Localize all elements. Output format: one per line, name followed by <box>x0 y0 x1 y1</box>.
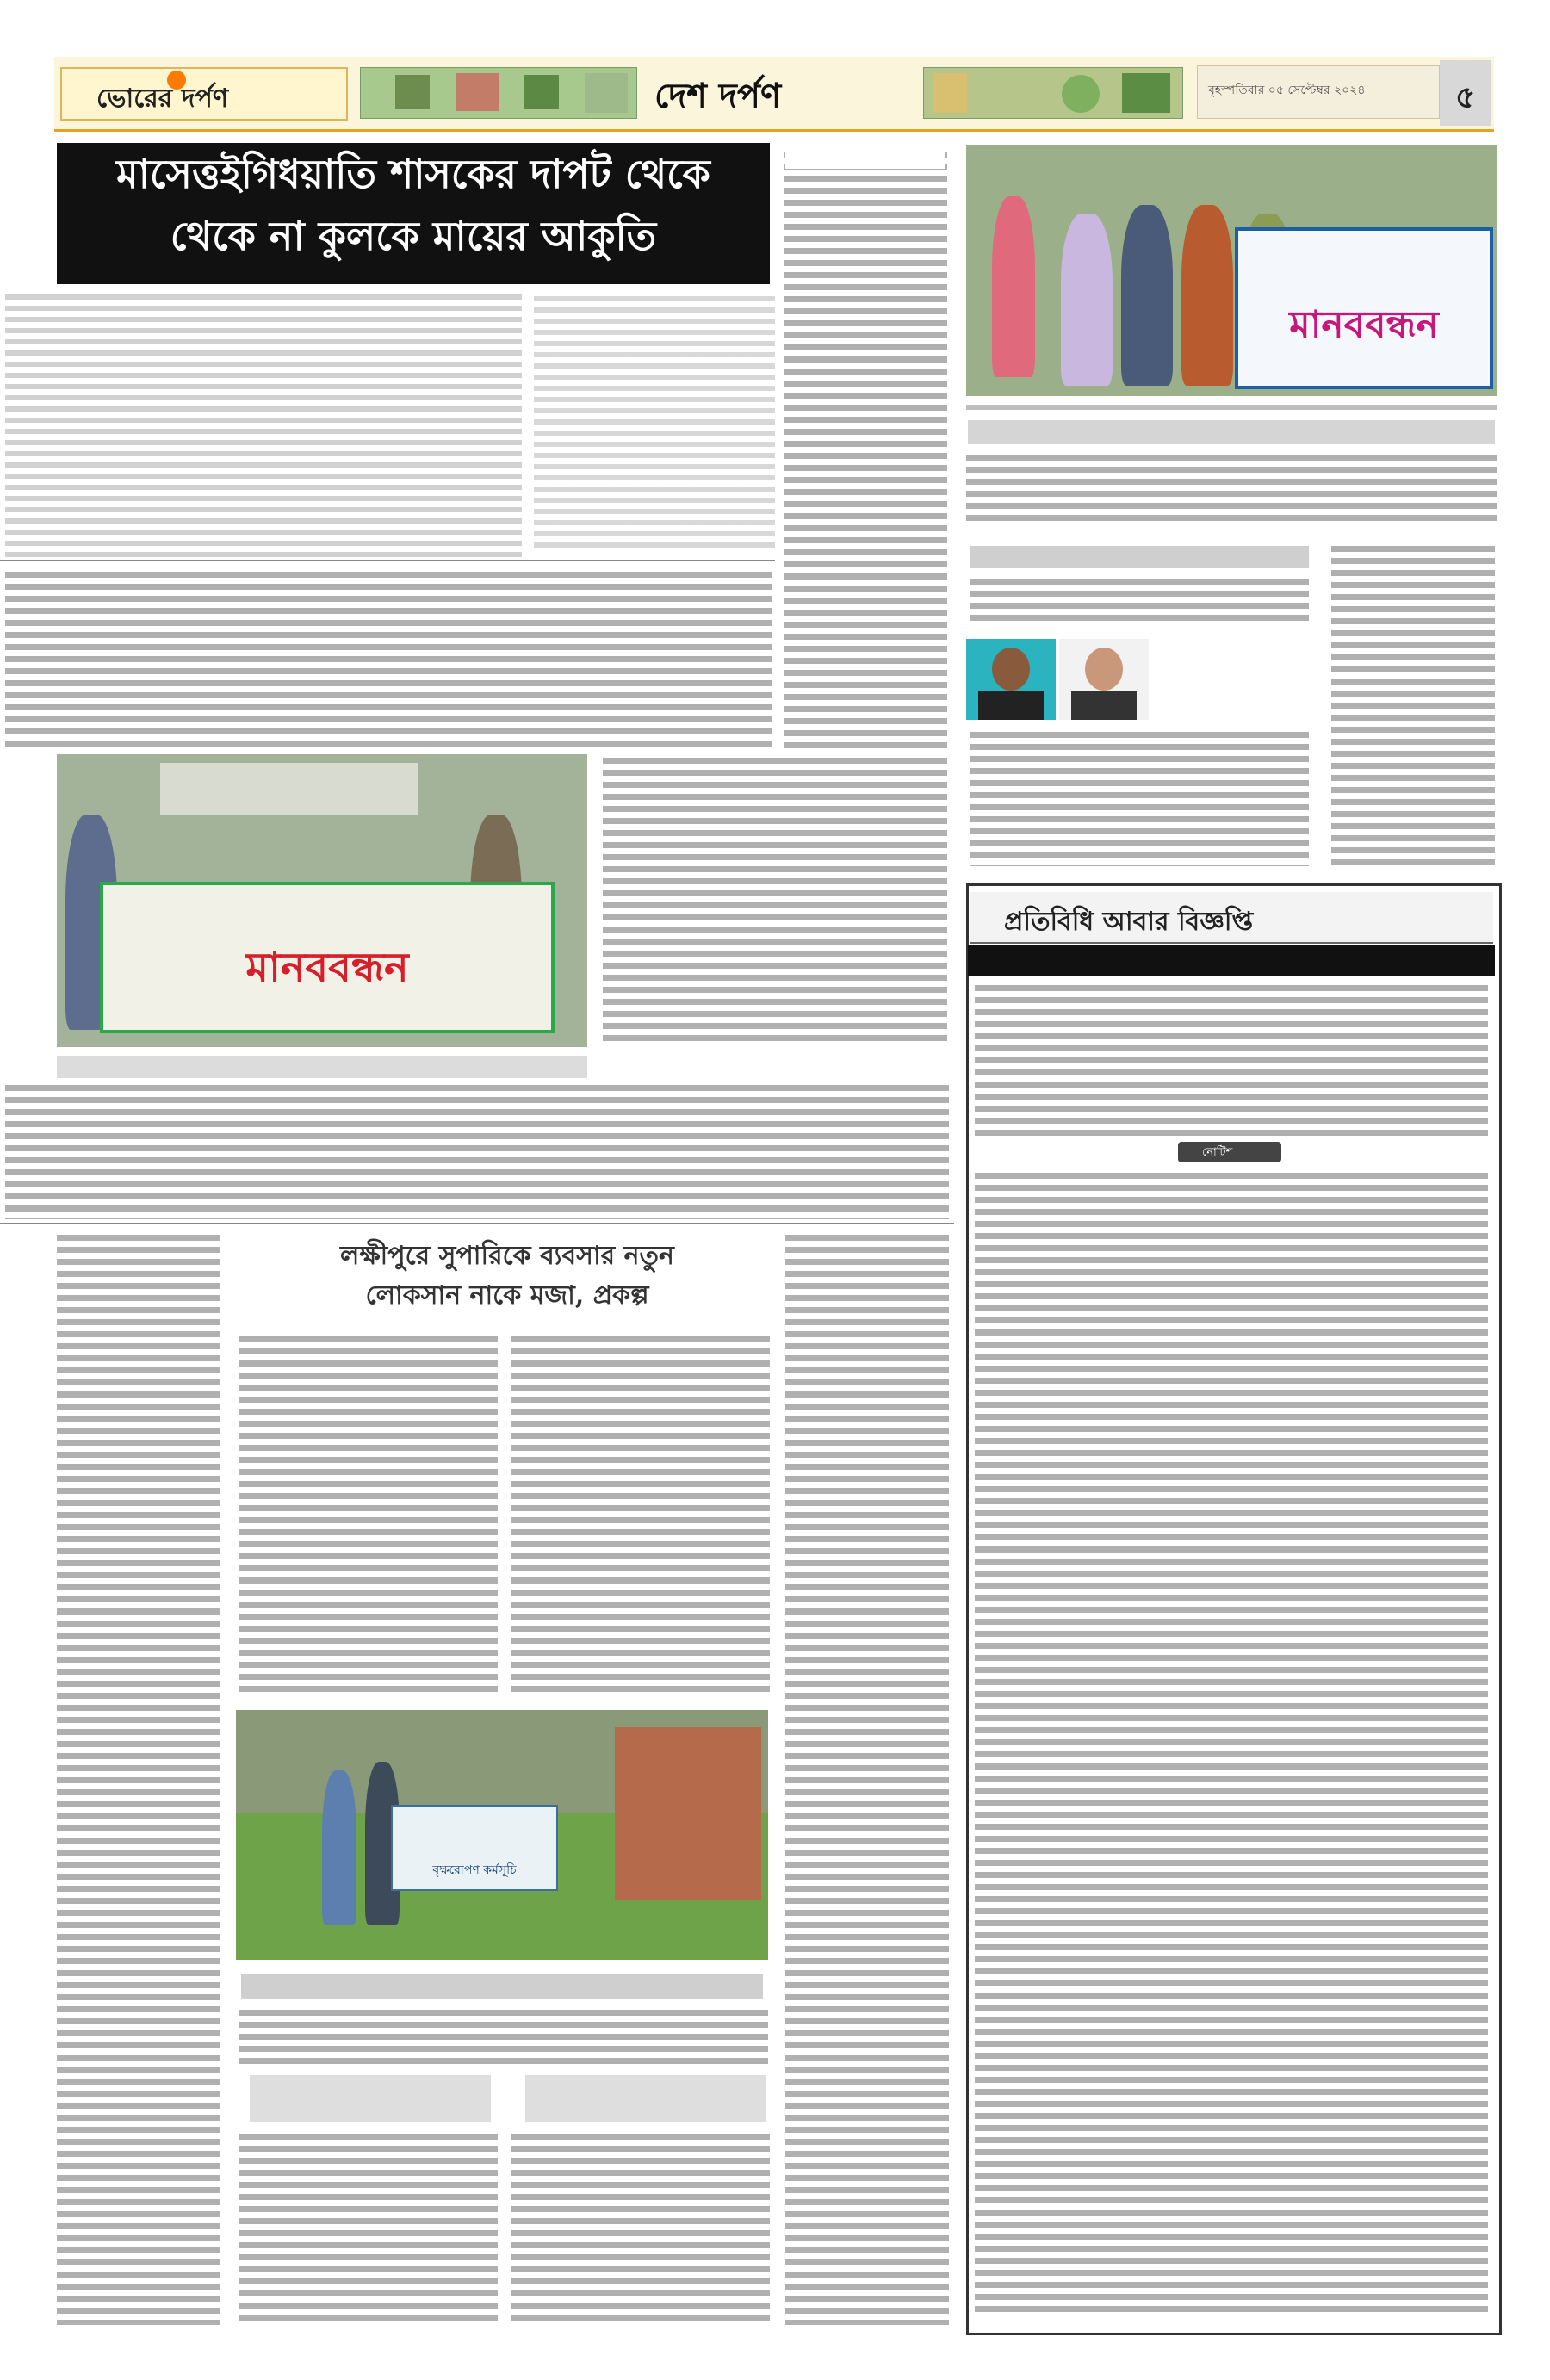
lead-headline-line2: থেকে না কুলকে মায়ের আকুতি <box>170 213 657 259</box>
lead-side-block <box>534 293 775 551</box>
tree-planting-photo[interactable] <box>236 1710 768 1960</box>
date-box <box>1197 65 1440 119</box>
lead-headline-line1: মাসেত্তইগিধয়াতি শাসকের দাপট থেকে <box>116 151 710 197</box>
page-number-box <box>1440 60 1491 126</box>
notice-tag <box>1178 1142 1281 1162</box>
lead-body-text <box>5 568 772 749</box>
notice-tag-text: নোটিশ <box>1202 1146 1233 1159</box>
center-headline[interactable] <box>245 1236 770 1316</box>
banner-mid-left <box>100 882 555 1033</box>
narrow-column-head <box>785 148 946 169</box>
small-story-body-b <box>970 728 1309 866</box>
header-photo-strip-left <box>360 67 637 119</box>
tree-banner <box>391 1805 558 1891</box>
human-chain-photo-mid[interactable] <box>57 754 587 1047</box>
right-narrow-column <box>784 148 947 751</box>
portrait-2 <box>1059 639 1149 720</box>
small-head-1 <box>250 2075 491 2122</box>
lower-left-column <box>57 1231 220 2325</box>
mid-right-text <box>603 754 947 1047</box>
center-headline-line1: লক্ষীপুরে সুপারিকে ব্যবসার নতুন <box>340 1241 674 1271</box>
center-col-b <box>512 1333 770 1695</box>
banner-top-right <box>1235 227 1493 389</box>
lead-subhead-block <box>5 291 522 558</box>
top-right-body <box>966 451 1497 524</box>
mid-left-caption <box>57 1056 587 1078</box>
notice-title: প্রতিবিধি আবার বিজ্ঞপ্তি <box>1004 907 1254 937</box>
small-head-2 <box>525 2075 766 2122</box>
page-number: ৫ <box>1455 80 1476 115</box>
banner-top-right-text: মানববন্ধন <box>1289 303 1439 347</box>
bottom-col-a <box>239 2130 498 2325</box>
human-chain-photo-top[interactable] <box>966 145 1497 396</box>
notice-body-a <box>975 982 1488 1137</box>
center-col-a <box>239 1333 498 1695</box>
tree-banner-text: বৃক্ষরোপণ কর্মসূচি <box>432 1863 517 1877</box>
small-story-side-column <box>1331 542 1495 868</box>
small-story-head <box>970 546 1309 568</box>
portrait-1 <box>966 639 1056 720</box>
notice-black-band <box>968 945 1495 976</box>
notice-body-b <box>975 1169 1488 2315</box>
date-line: বৃহস্পতিবার ০৫ সেপ্টেম্বর ২০২৪ <box>1208 84 1366 97</box>
brand-name: ভোরের দর্পণ <box>96 84 228 114</box>
small-story-body-a <box>970 575 1309 627</box>
banner-mid-left-text: মানববন্ধন <box>245 944 409 992</box>
top-right-caption-head <box>968 420 1495 444</box>
mid-body-text <box>5 1082 949 1219</box>
photo-credit-line <box>966 401 1497 413</box>
divider <box>0 560 775 561</box>
section-title: দেশ দর্পণ <box>654 76 782 116</box>
divider-lower <box>0 1223 954 1224</box>
tree-body <box>239 2006 768 2067</box>
notice-header <box>970 892 1493 944</box>
center-right-column <box>785 1231 949 2325</box>
header-photo-strip-right <box>923 67 1183 119</box>
center-headline-line2: লোকসান নাকে মজা, প্রকল্প <box>365 1280 649 1311</box>
bottom-col-b <box>512 2130 770 2325</box>
lead-headline-box[interactable] <box>57 143 770 284</box>
tree-photo-caption <box>241 1974 763 1999</box>
brand-logo[interactable] <box>60 67 348 121</box>
